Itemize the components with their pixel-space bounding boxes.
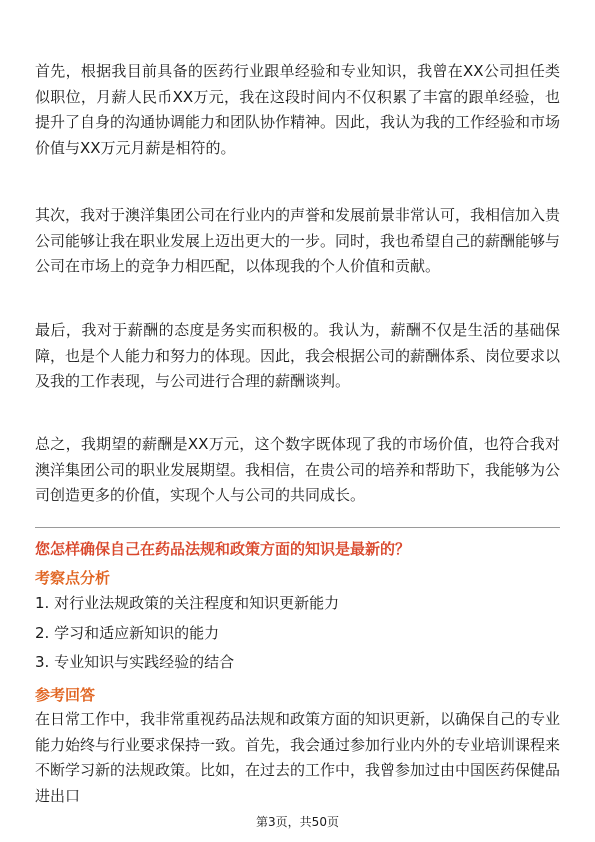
analysis-item: 2. 学习和适应新知识的能力 — [35, 624, 220, 642]
page-number: 第3页，共50页 — [256, 815, 339, 829]
paragraph-company-recognition: 其次，我对于澳洋集团公司在行业内的声誉和发展前景非常认可，我相信加入贵公司能够让我在职业发展上迈出更大的一步。同时，我也希望自己的薪酬能够与公司在市场上的竞争力相匹配，以体现我的个人价值和贡献。 — [35, 206, 561, 275]
paragraph-experience: 首先，根据我目前具备的医药行业跟单经验和专业知识，我曾在XX公司担任类似职位，月薪人民币XX万元，我在这段时间内不仅积累了丰富的跟单经验，也提升了自身的沟通协调能力和团队协作精神。因此，我认为我的工作经验和市场价值与XX万元月薪是相符的。 — [35, 62, 561, 157]
analysis-item: 3. 专业知识与实践经验的结合 — [35, 653, 235, 671]
answer-paragraph: 在日常工作中，我非常重视药品法规和政策方面的知识更新，以确保自己的专业能力始终与行业要求保持一致。首先，我会通过参加行业内外的专业培训课程来不断学习新的法规政策。比如，在过去的工作中，我曾参加过由中国医药保健品进出口 — [35, 710, 561, 805]
paragraph-conclusion: 总之，我期望的薪酬是XX万元，这个数字既体现了我的市场价值，也符合我对澳洋集团公司的职业发展期望。我相信，在贵公司的培养和帮助下，我能够为公司创造更多的价值，实现个人与公司的共同成长。 — [35, 435, 561, 504]
analysis-item: 1. 对行业法规政策的关注程度和知识更新能力 — [35, 594, 340, 612]
paragraph-salary-attitude: 最后，我对于薪酬的态度是务实而积极的。我认为，薪酬不仅是生活的基础保障，也是个人能力和努力的体现。因此，我会根据公司的薪酬体系、岗位要求以及我的工作表现，与公司进行合理的薪酬谈判。 — [35, 321, 561, 390]
answer-heading: 参考回答 — [35, 686, 96, 704]
section-divider — [35, 527, 560, 528]
analysis-heading: 考察点分析 — [35, 569, 111, 587]
question-title: 您怎样确保自己在药品法规和政策方面的知识是最新的？ — [35, 540, 411, 558]
